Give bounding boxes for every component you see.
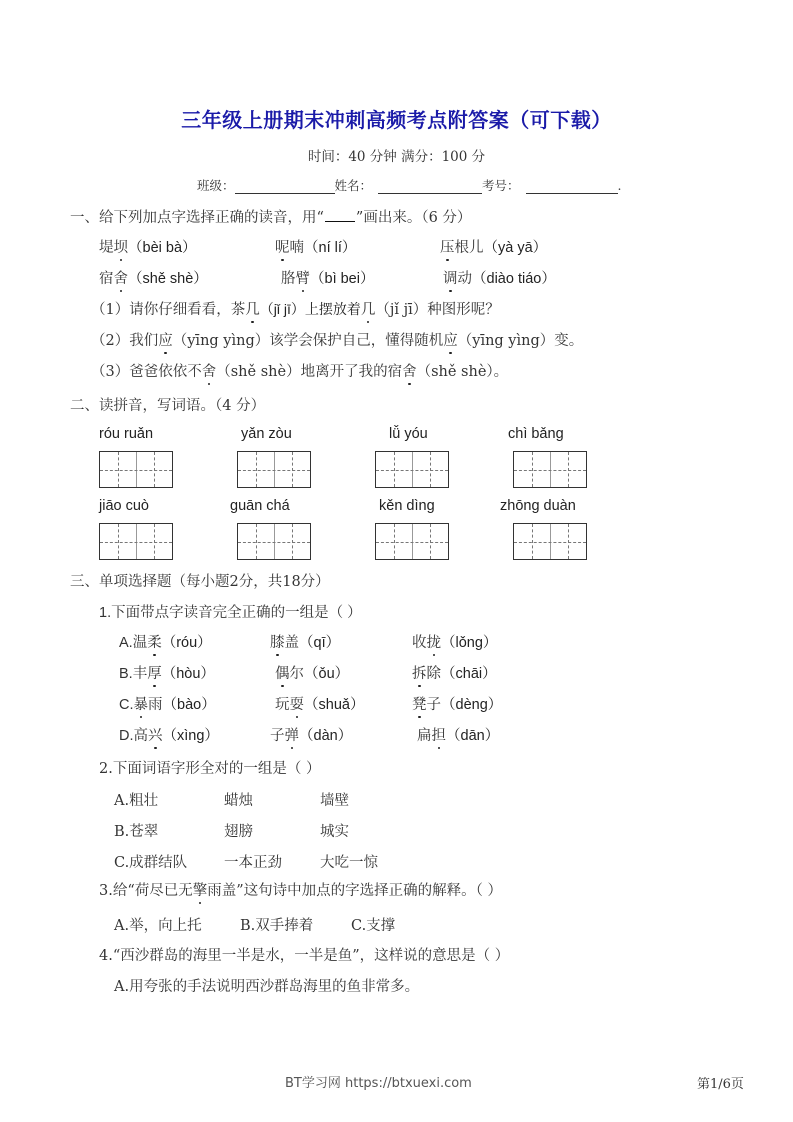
pinyin: （lǒng） (441, 635, 498, 651)
name-label: 姓名： (334, 178, 373, 193)
section2-heading: 二、读拼音，写词语。（4 分） (70, 398, 266, 414)
pinyin-5: jiāo cuò (99, 498, 149, 514)
text: （jǐ jī）上摆放着 (259, 301, 361, 317)
dotted-char: 拢 (427, 631, 442, 652)
char: 温 (132, 635, 148, 651)
pinyin-options[interactable]: （shě shè） (128, 271, 208, 287)
q4-stem: 4.“西沙群岛的海里一半是水，一半是鱼”，这样说的意思是（ ） (99, 948, 510, 964)
pinyin-7: kěn dìng (379, 498, 435, 514)
dotted-char: 膝 (270, 631, 285, 652)
text: 2.下面词语字形全对的一组是（ ） (99, 761, 321, 777)
writing-grid-6[interactable] (237, 523, 311, 560)
reading-item (443, 267, 556, 288)
end-mark: . (617, 178, 622, 193)
char: 堤 (99, 240, 114, 256)
q3-option-c: C.支撑 (351, 918, 396, 934)
dotted-char: 压 (440, 236, 455, 257)
writing-grid-5[interactable] (99, 523, 173, 560)
char: 子 (426, 697, 441, 713)
option-letter: A. (119, 635, 133, 651)
text: （jǐ jī）种图形呢？ (375, 302, 500, 318)
pinyin: （bào） (162, 697, 216, 713)
class-label: 班级： (197, 178, 235, 193)
pinyin-4: chì bǎng (508, 426, 564, 442)
grid-line (238, 542, 310, 543)
dotted-char: 应 (158, 329, 173, 350)
char: 雨 (148, 697, 163, 713)
q1-option-item[interactable] (119, 724, 219, 745)
q2-option-a3: 墙壁 (320, 793, 349, 809)
pinyin-2: yǎn zòu (241, 426, 292, 442)
q1-stem (99, 601, 362, 622)
pinyin-options[interactable]: （bèi bà） (128, 240, 197, 256)
writing-grid-3[interactable] (375, 451, 449, 488)
text: （yīng yìng）变。 (457, 333, 584, 349)
pinyin-6: guān chá (230, 498, 290, 514)
page-number: 第1/6页 (697, 1077, 744, 1092)
dotted-char: 应 (443, 329, 458, 350)
pinyin: （hòu） (161, 666, 215, 682)
pinyin: （xìng） (162, 728, 219, 744)
pinyin-1: róu ruǎn (99, 426, 154, 442)
dotted-char: 舍 (114, 267, 129, 288)
text: （1）请你仔细看看，茶 (91, 302, 246, 318)
pinyin-options[interactable]: （yà yā） (483, 240, 548, 256)
text: （yīng yìng）该学会保护自己，懂得随机 (172, 333, 444, 349)
q1-option-item (270, 724, 352, 745)
char: 子 (270, 728, 285, 744)
pinyin: （shuǎ） (304, 697, 365, 713)
page-title: 三年级上册期末冲刺高频考点附答案（可下载） (181, 108, 612, 132)
char: 玩 (275, 697, 290, 713)
pinyin: （dān） (446, 728, 500, 744)
dotted-char: 坝 (114, 236, 129, 257)
char: 喃 (289, 240, 304, 256)
q2-option-a2: 蜡烛 (224, 793, 253, 809)
option-letter: B. (119, 666, 133, 682)
dotted-char: 偶 (275, 662, 290, 683)
class-field[interactable] (235, 180, 335, 194)
footer-site-link[interactable]: BT学习网 https://btxuexi.com (285, 1076, 472, 1091)
pinyin: （chāi） (441, 666, 497, 682)
pinyin: （dèng） (441, 697, 503, 713)
grid-line (376, 542, 448, 543)
char: 根 (454, 240, 469, 256)
q1-option-item (412, 662, 497, 683)
q2-option-a1: A.粗壮 (114, 793, 159, 809)
pinyin: （qī） (299, 635, 341, 651)
dotted-char: 柔 (147, 631, 162, 652)
heading-text: ”画出来。（6 分） (355, 210, 472, 226)
dotted-char: 几 (245, 298, 260, 319)
text: 1.下面带点字读音完全正确的一组是（ ） (99, 605, 362, 621)
char: 盖 (284, 635, 299, 651)
pinyin: （dàn） (299, 728, 353, 744)
dotted-char: 厚 (147, 662, 162, 683)
char: 除 (426, 666, 441, 682)
grid-line (376, 470, 448, 471)
char: 宿 (99, 271, 114, 287)
text: （2）我们 (91, 333, 159, 349)
grid-line (100, 470, 172, 471)
q1-option-item[interactable] (119, 662, 215, 683)
grid-line (514, 542, 586, 543)
writing-grid-7[interactable] (375, 523, 449, 560)
q1-option-item (412, 693, 502, 714)
dotted-char: 臂 (296, 267, 311, 288)
pinyin-options[interactable]: （diào tiáo） (472, 271, 556, 287)
text: 雨盖”这句诗中加点的字选择正确的解释。（ ） (207, 883, 503, 899)
exam-time-score: 时间：40 分钟 满分：100 分 (307, 149, 486, 165)
dotted-char: 耍 (290, 693, 305, 714)
reading-item (440, 236, 547, 257)
q1-option-item (270, 631, 340, 652)
q2-stem (99, 757, 320, 778)
section1-heading (70, 206, 471, 227)
heading-text: 一、给下列加点字选择正确的读音，用“ (70, 210, 324, 226)
text: 3.给“荷尽已无 (99, 883, 193, 899)
q1-option-item[interactable] (119, 693, 216, 714)
pinyin: （ǒu） (304, 666, 350, 682)
q2-option-c2: 一本正劲 (224, 855, 282, 871)
grid-line (238, 470, 310, 471)
char: 胳 (281, 271, 296, 287)
q1-option-item (412, 631, 497, 652)
pinyin-3: lǚ yóu (389, 426, 428, 442)
q2-option-b3: 城实 (320, 824, 349, 840)
name-field[interactable] (378, 180, 482, 194)
dotted-char: 拆 (412, 662, 427, 683)
text: （shě shè）。 (416, 364, 509, 380)
reading-item (99, 267, 208, 288)
text: （3）爸爸依依不 (91, 364, 202, 380)
grid-line (100, 542, 172, 543)
q2-option-b2: 翅膀 (224, 824, 253, 840)
char: 高 (133, 728, 148, 744)
sentence-3 (91, 360, 508, 381)
writing-grid-1[interactable] (99, 451, 173, 488)
underline-sample (325, 209, 355, 222)
reading-item (281, 267, 374, 288)
id-label: 考号： (482, 178, 520, 193)
q4-option-a: A.用夸张的手法说明西沙群岛海里的鱼非常多。 (114, 979, 420, 995)
q2-option-b1: B.苍翠 (114, 824, 159, 840)
dotted-char: 舍 (202, 360, 217, 381)
q1-option-item (417, 724, 499, 745)
option-letter: C. (119, 697, 134, 713)
q2-option-c1: C.成群结队 (114, 855, 188, 871)
char: 扁 (417, 728, 432, 744)
section3-heading: 三、单项选择题（每小题2分，共18分） (70, 574, 330, 590)
q3-option-b: B.双手捧着 (240, 918, 314, 934)
dotted-char: 暴 (134, 693, 149, 714)
sentence-1 (91, 298, 500, 319)
sentence-2 (91, 329, 583, 350)
dotted-char: 兴 (148, 724, 163, 745)
q3-option-a: A.举，向上托 (114, 918, 202, 934)
pinyin-options[interactable]: （ní lí） (304, 240, 357, 256)
id-field[interactable] (526, 180, 618, 194)
reading-item (275, 236, 356, 257)
dotted-char: 弹 (285, 724, 300, 745)
option-letter: D. (119, 728, 134, 744)
dotted-char: 几 (361, 298, 376, 319)
q1-option-item[interactable] (119, 631, 212, 652)
q3-stem (99, 879, 502, 900)
pinyin-options[interactable]: （bì bei） (310, 271, 375, 287)
writing-grid-4[interactable] (513, 451, 587, 488)
text: （shě shè）地离开了我的宿 (216, 364, 403, 380)
q2-option-c3: 大吃一惊 (320, 855, 378, 871)
q1-option-item (275, 662, 349, 683)
char: 动 (457, 271, 472, 287)
char: 儿 (469, 240, 484, 256)
char: 丰 (132, 666, 148, 682)
q1-option-item (275, 693, 364, 714)
pinyin: （róu） (161, 635, 212, 651)
student-info-line (197, 176, 622, 194)
dotted-char: 担 (432, 724, 447, 745)
dotted-char: 呢 (275, 236, 290, 257)
writing-grid-8[interactable] (513, 523, 587, 560)
grid-line (514, 470, 586, 471)
pinyin-8: zhōng duàn (500, 498, 576, 514)
writing-grid-2[interactable] (237, 451, 311, 488)
reading-item (99, 236, 197, 257)
char: 收 (412, 635, 427, 651)
dotted-char: 擎 (193, 879, 208, 900)
dotted-char: 舍 (402, 360, 417, 381)
dotted-char: 调 (443, 267, 458, 288)
dotted-char: 凳 (412, 693, 427, 714)
char: 尔 (289, 666, 304, 682)
